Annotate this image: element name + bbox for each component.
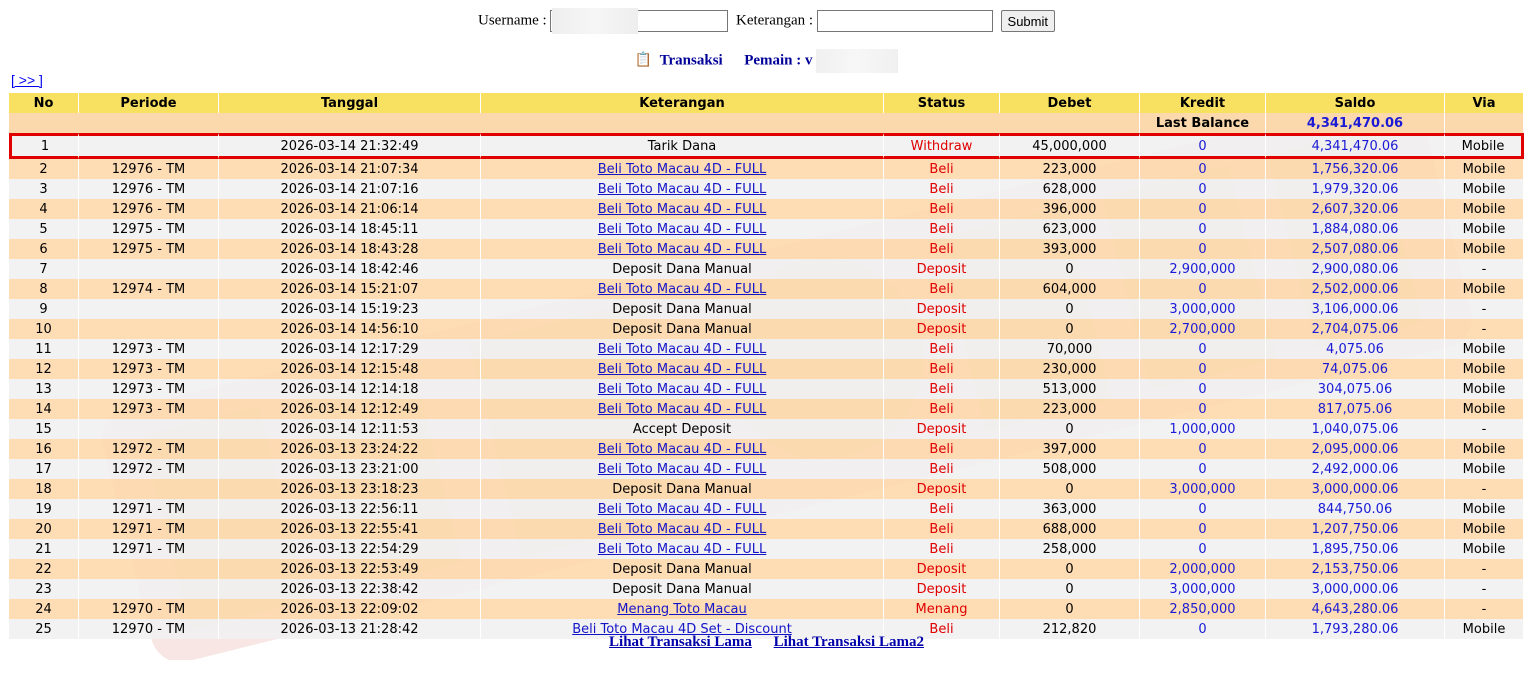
cell-status: Beli	[884, 399, 1000, 419]
last-balance-value: 4,341,470.06	[1266, 113, 1445, 133]
cell-debet: 397,000	[1000, 439, 1140, 459]
keterangan-link[interactable]: Beli Toto Macau 4D Set - Discount	[572, 621, 792, 637]
cell-keterangan	[481, 339, 884, 359]
cell-status: Beli	[884, 519, 1000, 539]
keterangan-link[interactable]: Beli Toto Macau 4D - FULL	[597, 161, 767, 177]
cell-debet: 0	[1000, 559, 1140, 579]
cell-via: Mobile	[1445, 133, 1524, 159]
cell-saldo: 2,900,080.06	[1266, 259, 1445, 279]
cell-status: Beli	[884, 539, 1000, 559]
cell-debet: 0	[1000, 319, 1140, 339]
cell-kredit: 0	[1140, 159, 1266, 179]
col-debet: Debet	[1000, 93, 1140, 113]
cell-debet: 0	[1000, 259, 1140, 279]
cell-status: Deposit	[884, 319, 1000, 339]
col-status: Status	[884, 93, 1000, 113]
table-row	[9, 159, 1524, 179]
cell-saldo: 1,793,280.06	[1266, 619, 1445, 639]
table-row	[9, 419, 1524, 439]
cell-periode	[79, 299, 219, 319]
cell-saldo: 74,075.06	[1266, 359, 1445, 379]
cell-kredit: 0	[1140, 539, 1266, 559]
cell-periode: 12976 - TM	[79, 199, 219, 219]
cell-no: 8	[9, 279, 79, 299]
keterangan-link[interactable]: Beli Toto Macau 4D - FULL	[597, 381, 767, 397]
cell-debet: 396,000	[1000, 199, 1140, 219]
cell-tanggal: 2026-03-14 12:14:18	[219, 379, 481, 399]
cell-status: Deposit	[884, 259, 1000, 279]
cell-via: -	[1445, 259, 1524, 279]
col-periode: Periode	[79, 93, 219, 113]
heading-pemain: Pemain : v	[744, 52, 813, 69]
cell-keterangan: Deposit Dana Manual	[481, 299, 884, 319]
cell-keterangan	[481, 219, 884, 239]
cell-no: 4	[9, 199, 79, 219]
cell-debet: 70,000	[1000, 339, 1140, 359]
col-no: No	[9, 93, 79, 113]
cell-tanggal: 2026-03-13 22:55:41	[219, 519, 481, 539]
col-tanggal: Tanggal	[219, 93, 481, 113]
cell-status: Beli	[884, 159, 1000, 179]
cell-keterangan: Deposit Dana Manual	[481, 259, 884, 279]
cell-saldo: 4,643,280.06	[1266, 599, 1445, 619]
cell-debet: 0	[1000, 479, 1140, 499]
cell-tanggal: 2026-03-13 22:54:29	[219, 539, 481, 559]
lihat-transaksi-lama2-link[interactable]: Lihat Transaksi Lama2	[773, 634, 924, 650]
table-row	[9, 559, 1524, 579]
cell-status: Beli	[884, 439, 1000, 459]
cell-periode: 12973 - TM	[79, 339, 219, 359]
cell-keterangan	[481, 279, 884, 299]
cell-via: Mobile	[1445, 159, 1524, 179]
cell-via: -	[1445, 299, 1524, 319]
cell-no: 17	[9, 459, 79, 479]
table-row	[9, 399, 1524, 419]
cell-via: -	[1445, 559, 1524, 579]
cell-kredit: 0	[1140, 199, 1266, 219]
cell-tanggal: 2026-03-14 18:43:28	[219, 239, 481, 259]
cell-tanggal: 2026-03-13 23:21:00	[219, 459, 481, 479]
cell-via: -	[1445, 319, 1524, 339]
cell-saldo: 4,075.06	[1266, 339, 1445, 359]
cell-periode: 12975 - TM	[79, 219, 219, 239]
cell-status: Beli	[884, 359, 1000, 379]
cell-status: Deposit	[884, 579, 1000, 599]
cell-tanggal: 2026-03-13 22:38:42	[219, 579, 481, 599]
table-row	[9, 199, 1524, 219]
table-row	[9, 179, 1524, 199]
transaction-table	[9, 93, 1524, 639]
cell-periode	[79, 559, 219, 579]
table-row	[9, 439, 1524, 459]
keterangan-link[interactable]: Beli Toto Macau 4D - FULL	[597, 401, 767, 417]
cell-debet: 604,000	[1000, 279, 1140, 299]
cell-saldo: 844,750.06	[1266, 499, 1445, 519]
redacted-player	[816, 49, 898, 73]
cell-no: 2	[9, 159, 79, 179]
cell-kredit: 2,000,000	[1140, 559, 1266, 579]
cell-periode: 12970 - TM	[79, 619, 219, 639]
cell-keterangan: Tarik Dana	[481, 133, 884, 159]
cell-saldo: 1,207,750.06	[1266, 519, 1445, 539]
cell-kredit: 2,700,000	[1140, 319, 1266, 339]
cell-periode: 12974 - TM	[79, 279, 219, 299]
cell-status: Beli	[884, 279, 1000, 299]
cell-saldo: 817,075.06	[1266, 399, 1445, 419]
cell-debet: 623,000	[1000, 219, 1140, 239]
cell-saldo: 2,095,000.06	[1266, 439, 1445, 459]
cell-via: Mobile	[1445, 179, 1524, 199]
cell-no: 6	[9, 239, 79, 259]
table-row	[9, 239, 1524, 259]
cell-keterangan	[481, 539, 884, 559]
cell-no: 20	[9, 519, 79, 539]
table-row	[9, 499, 1524, 519]
cell-saldo: 2,507,080.06	[1266, 239, 1445, 259]
cell-tanggal: 2026-03-13 21:28:42	[219, 619, 481, 639]
keterangan-link[interactable]: Beli Toto Macau 4D - FULL	[597, 501, 767, 517]
cell-kredit: 2,850,000	[1140, 599, 1266, 619]
cell-via: -	[1445, 479, 1524, 499]
cell-keterangan	[481, 379, 884, 399]
keterangan-label: Keterangan :	[735, 12, 814, 29]
cell-tanggal: 2026-03-14 12:12:49	[219, 399, 481, 419]
cell-via: Mobile	[1445, 499, 1524, 519]
cell-periode: 12971 - TM	[79, 519, 219, 539]
cell-status: Deposit	[884, 419, 1000, 439]
cell-kredit: 0	[1140, 379, 1266, 399]
cell-periode: 12975 - TM	[79, 239, 219, 259]
cell-via: Mobile	[1445, 439, 1524, 459]
cell-keterangan	[481, 439, 884, 459]
col-saldo: Saldo	[1266, 93, 1445, 113]
table-row	[9, 219, 1524, 239]
table-row	[9, 259, 1524, 279]
cell-keterangan: Accept Deposit	[481, 419, 884, 439]
submit-button[interactable]: Submit	[1001, 10, 1055, 32]
cell-kredit: 3,000,000	[1140, 579, 1266, 599]
cell-no: 1	[9, 133, 79, 159]
table-row	[9, 459, 1524, 479]
cell-tanggal: 2026-03-14 14:56:10	[219, 319, 481, 339]
cell-periode	[79, 479, 219, 499]
cell-no: 13	[9, 379, 79, 399]
cell-status: Menang	[884, 599, 1000, 619]
table-row	[9, 133, 1524, 159]
cell-tanggal: 2026-03-13 22:53:49	[219, 559, 481, 579]
cell-keterangan	[481, 519, 884, 539]
cell-tanggal: 2026-03-14 15:21:07	[219, 279, 481, 299]
cell-saldo: 4,341,470.06	[1266, 133, 1445, 159]
cell-no: 14	[9, 399, 79, 419]
table-row	[9, 359, 1524, 379]
page-heading	[0, 49, 1533, 73]
keterangan-link[interactable]: Beli Toto Macau 4D - FULL	[597, 201, 767, 217]
cell-keterangan	[481, 179, 884, 199]
cell-no: 16	[9, 439, 79, 459]
cell-tanggal: 2026-03-13 22:09:02	[219, 599, 481, 619]
col-keterangan: Keterangan	[481, 93, 884, 113]
cell-no: 24	[9, 599, 79, 619]
cell-saldo: 3,106,000.06	[1266, 299, 1445, 319]
cell-tanggal: 2026-03-14 15:19:23	[219, 299, 481, 319]
cell-kredit: 0	[1140, 359, 1266, 379]
cell-debet: 393,000	[1000, 239, 1140, 259]
table-row	[9, 599, 1524, 619]
cell-kredit: 1,000,000	[1140, 419, 1266, 439]
table-row	[9, 299, 1524, 319]
cell-periode	[79, 133, 219, 159]
cell-no: 12	[9, 359, 79, 379]
username-label: Username :	[478, 12, 547, 29]
cell-debet: 628,000	[1000, 179, 1140, 199]
cell-debet: 363,000	[1000, 499, 1140, 519]
cell-keterangan	[481, 459, 884, 479]
cell-kredit: 0	[1140, 459, 1266, 479]
cell-status: Beli	[884, 219, 1000, 239]
cell-debet: 513,000	[1000, 379, 1140, 399]
cell-via: Mobile	[1445, 359, 1524, 379]
cell-kredit: 0	[1140, 179, 1266, 199]
cell-kredit: 0	[1140, 519, 1266, 539]
cell-status: Beli	[884, 379, 1000, 399]
cell-debet: 0	[1000, 419, 1140, 439]
cell-no: 22	[9, 559, 79, 579]
cell-kredit: 0	[1140, 219, 1266, 239]
cell-kredit: 0	[1140, 439, 1266, 459]
cell-via: Mobile	[1445, 219, 1524, 239]
cell-via: Mobile	[1445, 339, 1524, 359]
table-row	[9, 319, 1524, 339]
keterangan-link[interactable]: Beli Toto Macau 4D - FULL	[597, 461, 767, 477]
cell-no: 19	[9, 499, 79, 519]
cell-via: Mobile	[1445, 459, 1524, 479]
cell-tanggal: 2026-03-14 18:45:11	[219, 219, 481, 239]
cell-no: 9	[9, 299, 79, 319]
cell-status: Beli	[884, 199, 1000, 219]
cell-tanggal: 2026-03-14 21:32:49	[219, 133, 481, 159]
cell-saldo: 3,000,000.06	[1266, 479, 1445, 499]
keterangan-input[interactable]	[817, 10, 993, 32]
cell-saldo: 304,075.06	[1266, 379, 1445, 399]
last-balance-row	[9, 113, 1524, 133]
cell-via: -	[1445, 599, 1524, 619]
cell-saldo: 2,607,320.06	[1266, 199, 1445, 219]
cell-kredit: 0	[1140, 399, 1266, 419]
table-row	[9, 279, 1524, 299]
cell-tanggal: 2026-03-14 21:07:34	[219, 159, 481, 179]
cell-via: Mobile	[1445, 399, 1524, 419]
keterangan-link[interactable]: Beli Toto Macau 4D - FULL	[597, 541, 767, 557]
cell-tanggal: 2026-03-13 23:24:22	[219, 439, 481, 459]
cell-keterangan	[481, 359, 884, 379]
cell-periode: 12971 - TM	[79, 499, 219, 519]
cell-via: Mobile	[1445, 619, 1524, 639]
cell-keterangan: Deposit Dana Manual	[481, 319, 884, 339]
table-row	[9, 519, 1524, 539]
cell-status: Beli	[884, 239, 1000, 259]
cell-periode: 12971 - TM	[79, 539, 219, 559]
cell-periode: 12973 - TM	[79, 359, 219, 379]
cell-periode	[79, 579, 219, 599]
cell-kredit: 3,000,000	[1140, 299, 1266, 319]
table-header-row	[9, 93, 1524, 113]
footer-links	[0, 634, 1533, 651]
table-row	[9, 339, 1524, 359]
cell-saldo: 2,502,000.06	[1266, 279, 1445, 299]
cell-status: Beli	[884, 179, 1000, 199]
table-row	[9, 479, 1524, 499]
cell-status: Beli	[884, 339, 1000, 359]
cell-saldo: 1,040,075.06	[1266, 419, 1445, 439]
cell-keterangan: Deposit Dana Manual	[481, 579, 884, 599]
cell-saldo: 2,492,000.06	[1266, 459, 1445, 479]
cell-status: Beli	[884, 459, 1000, 479]
keterangan-link[interactable]: Beli Toto Macau 4D - FULL	[597, 241, 767, 257]
cell-keterangan	[481, 599, 884, 619]
cell-periode: 12976 - TM	[79, 159, 219, 179]
cell-tanggal: 2026-03-14 21:07:16	[219, 179, 481, 199]
cell-keterangan	[481, 399, 884, 419]
table-row	[9, 579, 1524, 599]
cell-status: Deposit	[884, 559, 1000, 579]
cell-kredit: 3,000,000	[1140, 479, 1266, 499]
cell-via: Mobile	[1445, 239, 1524, 259]
keterangan-link[interactable]: Menang Toto Macau	[617, 601, 747, 617]
cell-keterangan: Deposit Dana Manual	[481, 479, 884, 499]
keterangan-link[interactable]: Beli Toto Macau 4D - FULL	[597, 221, 767, 237]
cell-saldo: 1,895,750.06	[1266, 539, 1445, 559]
cell-status: Beli	[884, 619, 1000, 639]
cell-tanggal: 2026-03-13 23:18:23	[219, 479, 481, 499]
cell-keterangan: Deposit Dana Manual	[481, 559, 884, 579]
cell-periode: 12972 - TM	[79, 439, 219, 459]
cell-via: Mobile	[1445, 539, 1524, 559]
cell-no: 7	[9, 259, 79, 279]
keterangan-link[interactable]: Beli Toto Macau 4D - FULL	[597, 341, 767, 357]
last-balance-label: Last Balance	[1140, 113, 1266, 133]
cell-debet: 258,000	[1000, 539, 1140, 559]
cell-status: Deposit	[884, 479, 1000, 499]
cell-periode	[79, 259, 219, 279]
cell-keterangan	[481, 499, 884, 519]
cell-via: Mobile	[1445, 199, 1524, 219]
cell-debet: 688,000	[1000, 519, 1140, 539]
next-page-link[interactable]: [ >> ]	[11, 72, 43, 88]
cell-kredit: 0	[1140, 339, 1266, 359]
cell-debet: 212,820	[1000, 619, 1140, 639]
cell-kredit: 0	[1140, 619, 1266, 639]
cell-saldo: 1,884,080.06	[1266, 219, 1445, 239]
cell-status: Withdraw	[884, 133, 1000, 159]
cell-debet: 0	[1000, 599, 1140, 619]
cell-no: 25	[9, 619, 79, 639]
cell-no: 11	[9, 339, 79, 359]
search-form	[0, 8, 1533, 34]
heading-transaksi: Transaksi	[659, 52, 723, 69]
cell-via: Mobile	[1445, 379, 1524, 399]
cell-keterangan	[481, 159, 884, 179]
cell-tanggal: 2026-03-14 12:11:53	[219, 419, 481, 439]
cell-periode: 12973 - TM	[79, 379, 219, 399]
cell-kredit: 0	[1140, 499, 1266, 519]
cell-saldo: 1,979,320.06	[1266, 179, 1445, 199]
cell-no: 18	[9, 479, 79, 499]
cell-kredit: 0	[1140, 279, 1266, 299]
cell-debet: 0	[1000, 579, 1140, 599]
redacted-username	[552, 8, 638, 34]
cell-status: Beli	[884, 499, 1000, 519]
cell-via: Mobile	[1445, 279, 1524, 299]
cell-saldo: 3,000,000.06	[1266, 579, 1445, 599]
keterangan-link[interactable]: Beli Toto Macau 4D - FULL	[597, 361, 767, 377]
cell-tanggal: 2026-03-14 12:15:48	[219, 359, 481, 379]
cell-via: -	[1445, 579, 1524, 599]
cell-no: 10	[9, 319, 79, 339]
clipboard-icon: 📋	[634, 53, 653, 69]
cell-no: 23	[9, 579, 79, 599]
cell-tanggal: 2026-03-14 21:06:14	[219, 199, 481, 219]
cell-tanggal: 2026-03-14 12:17:29	[219, 339, 481, 359]
keterangan-link[interactable]: Beli Toto Macau 4D - FULL	[597, 521, 767, 537]
cell-debet: 230,000	[1000, 359, 1140, 379]
keterangan-link[interactable]: Beli Toto Macau 4D - FULL	[597, 281, 767, 297]
cell-tanggal: 2026-03-13 22:56:11	[219, 499, 481, 519]
cell-debet: 0	[1000, 299, 1140, 319]
cell-no: 21	[9, 539, 79, 559]
cell-via: Mobile	[1445, 519, 1524, 539]
cell-kredit: 0	[1140, 239, 1266, 259]
cell-tanggal: 2026-03-14 18:42:46	[219, 259, 481, 279]
cell-kredit: 0	[1140, 133, 1266, 159]
cell-saldo: 1,756,320.06	[1266, 159, 1445, 179]
cell-no: 15	[9, 419, 79, 439]
cell-no: 3	[9, 179, 79, 199]
cell-periode: 12972 - TM	[79, 459, 219, 479]
col-via: Via	[1445, 93, 1524, 113]
table-row	[9, 379, 1524, 399]
cell-periode: 12973 - TM	[79, 399, 219, 419]
table-row	[9, 539, 1524, 559]
keterangan-link[interactable]: Beli Toto Macau 4D - FULL	[597, 181, 767, 197]
col-kredit: Kredit	[1140, 93, 1266, 113]
keterangan-link[interactable]: Beli Toto Macau 4D - FULL	[597, 441, 767, 457]
cell-kredit: 2,900,000	[1140, 259, 1266, 279]
cell-periode: 12970 - TM	[79, 599, 219, 619]
cell-via: -	[1445, 419, 1524, 439]
cell-keterangan	[481, 239, 884, 259]
cell-keterangan	[481, 199, 884, 219]
cell-debet: 223,000	[1000, 399, 1140, 419]
cell-no: 5	[9, 219, 79, 239]
cell-saldo: 2,704,075.06	[1266, 319, 1445, 339]
cell-periode	[79, 419, 219, 439]
cell-saldo: 2,153,750.06	[1266, 559, 1445, 579]
cell-debet: 223,000	[1000, 159, 1140, 179]
cell-debet: 45,000,000	[1000, 133, 1140, 159]
cell-debet: 508,000	[1000, 459, 1140, 479]
lihat-transaksi-lama-link[interactable]: Lihat Transaksi Lama	[609, 634, 752, 650]
cell-status: Deposit	[884, 299, 1000, 319]
cell-periode	[79, 319, 219, 339]
cell-periode: 12976 - TM	[79, 179, 219, 199]
